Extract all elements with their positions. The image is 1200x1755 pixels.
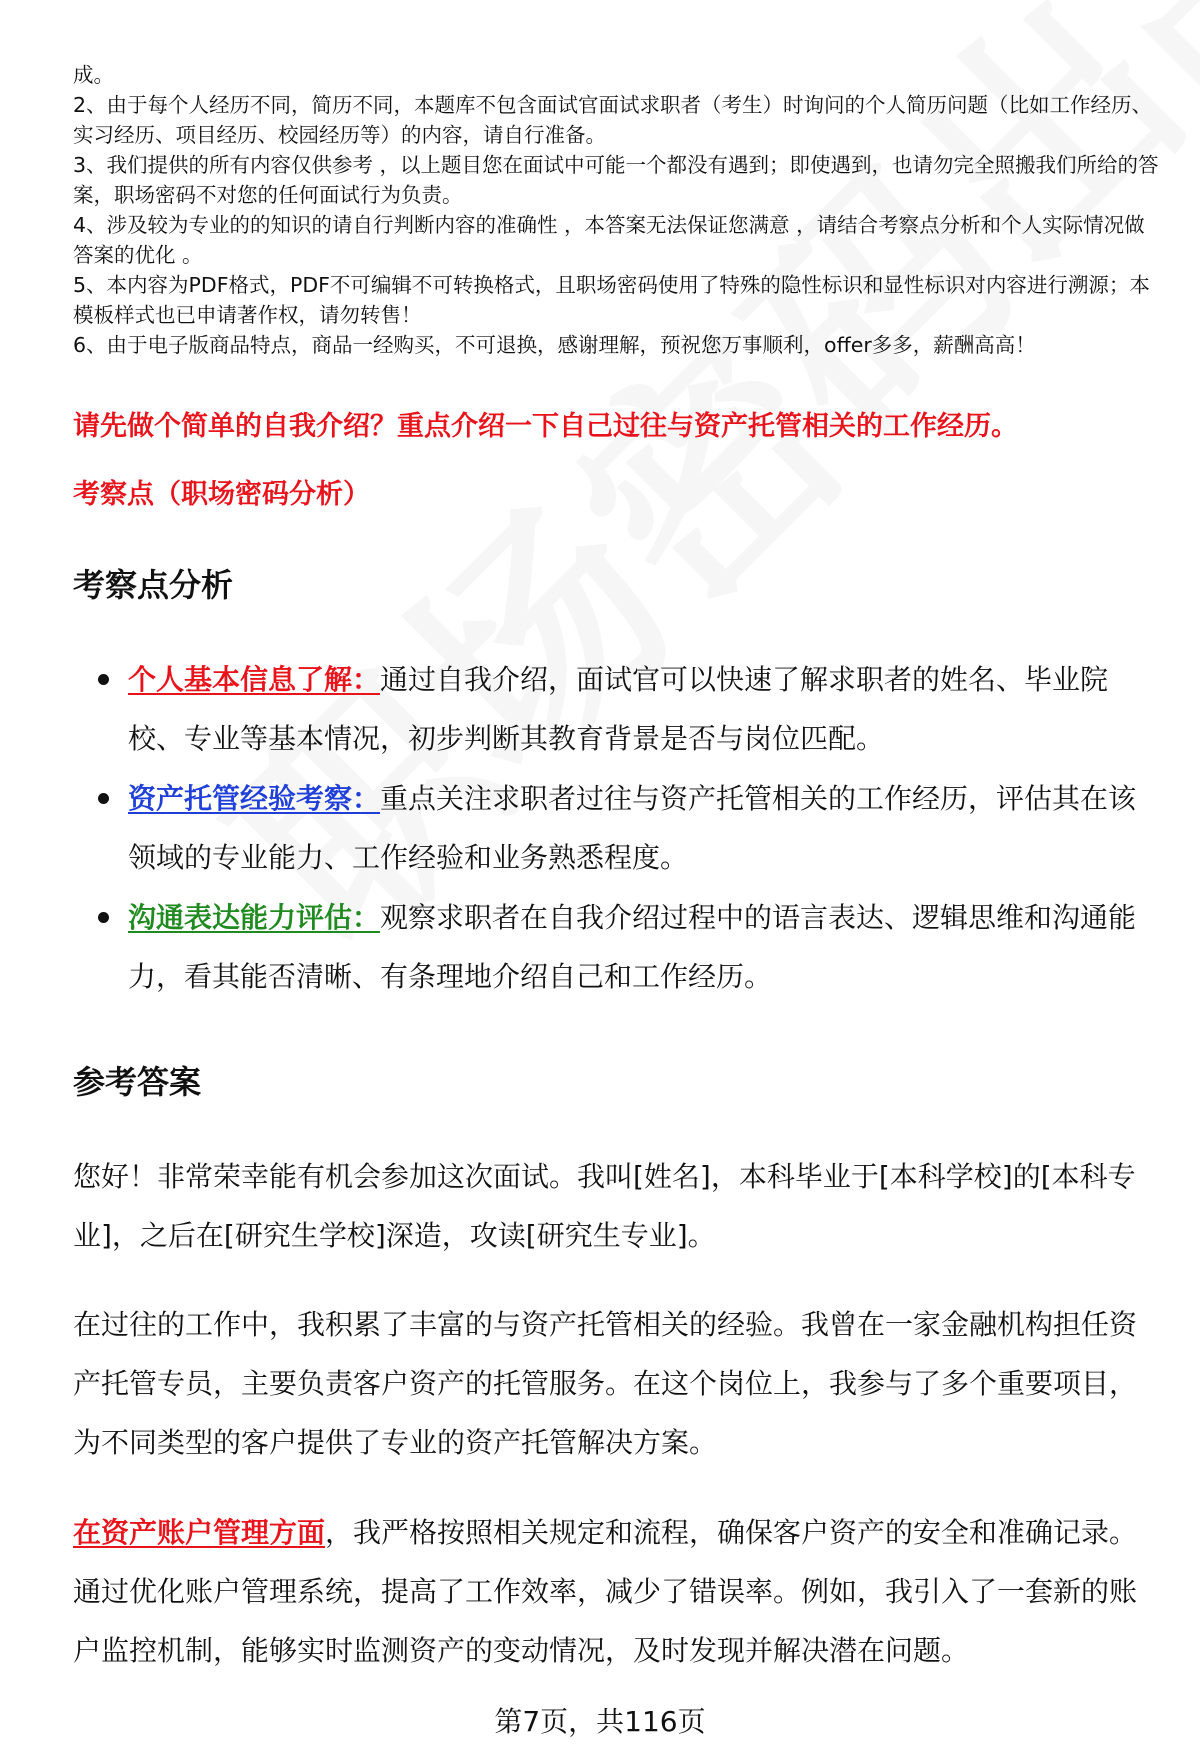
analysis-keyword: 资产托管经验考察： bbox=[128, 782, 381, 815]
answer-keyword: 在资产账户管理方面 bbox=[73, 1516, 326, 1549]
answer-paragraph: 在过往的工作中，我积累了丰富的与资产托管相关的经验。我曾在一家金融机构担任资产托管专员，主要负责客户资产的托管服务。在这个岗位上，我参与了多个重要项目，为不同类型的客户提供了专业的资产托管解决方案。 bbox=[73, 1308, 1138, 1459]
note-line: 5、本内容为PDF格式，PDF不可编辑不可转换格式，且职场密码使用了特殊的隐性标识和显性标识对内容进行溯源；本模板样式也已申请著作权，请勿转售！ bbox=[73, 273, 1150, 327]
analysis-text: 观察求职者在自我介绍过程中的语言表达、逻辑思维和沟通能力，看其能否清晰、有条理地介绍自己和工作经历。 bbox=[128, 901, 1137, 993]
analysis-item bbox=[96, 650, 1146, 768]
analysis-text: 重点关注求职者过往与资产托管相关的工作经历，评估其在该领域的专业能力、工作经验和业务熟悉程度。 bbox=[128, 782, 1137, 874]
bullet-dot-icon bbox=[98, 912, 109, 923]
analysis-list bbox=[96, 650, 1146, 1007]
answer-text: ，我严格按照相关规定和流程，确保客户资产的安全和准确记录。通过优化账户管理系统，提高了工作效率，减少了错误率。例如，我引入了一套新的账户监控机制，能够实时监测资产的变动情况，及时发现并解决潜在问题。 bbox=[73, 1516, 1138, 1667]
analysis-item bbox=[96, 888, 1146, 1006]
answer-heading: 参考答案 bbox=[73, 1063, 202, 1101]
note-line: 3、我们提供的所有内容仅供参考 ，以上题目您在面试中可能一个都没有遇到；即使遇到，也请勿完全照搬我们所给的答案，职场密码不对您的任何面试行为负责。 bbox=[73, 153, 1159, 207]
analysis-keyword: 沟通表达能力评估： bbox=[128, 901, 381, 934]
note-line: 成。 bbox=[73, 63, 114, 87]
page-number: 第7页，共116页 bbox=[494, 1705, 706, 1738]
analysis-heading: 考察点分析 bbox=[73, 566, 234, 604]
note-line: 4、涉及较为专业的的知识的请自行判断内容的准确性 ，本答案无法保证您满意 ，请结合考察点分析和个人实际情况做答案的优化 。 bbox=[73, 213, 1145, 267]
answer-paragraph: 您好！非常荣幸能有机会参加这次面试。我叫[姓名]，本科毕业于[本科学校]的[本科专业]，之后在[研究生学校]深造，攻读[研究生专业]。 bbox=[73, 1160, 1136, 1252]
answer-paragraph bbox=[73, 1503, 1141, 1680]
note-line: 6、由于电子版商品特点，商品一经购买，不可退换，感谢理解，预祝您万事顺利，offer多多，薪酬高高！ bbox=[73, 333, 1036, 357]
bullet-dot-icon bbox=[98, 793, 109, 804]
points-label: 考察点（职场密码分析） bbox=[73, 479, 370, 510]
interview-question: 请先做个简单的自我介绍？重点介绍一下自己过往与资产托管相关的工作经历。 bbox=[73, 411, 1018, 442]
notes-section bbox=[73, 60, 1163, 360]
bullet-dot-icon bbox=[98, 674, 109, 685]
analysis-item bbox=[96, 769, 1146, 887]
analysis-text: 通过自我介绍，面试官可以快速了解求职者的姓名、毕业院校、专业等基本情况，初步判断其教育背景是否与岗位匹配。 bbox=[128, 663, 1109, 755]
analysis-keyword: 个人基本信息了解： bbox=[128, 663, 381, 696]
note-line: 2、由于每个人经历不同，简历不同，本题库不包含面试官面试求职者（考生）时询问的个人简历问题（比如工作经历、实习经历、项目经历、校园经历等）的内容，请自行准备。 bbox=[73, 93, 1153, 147]
